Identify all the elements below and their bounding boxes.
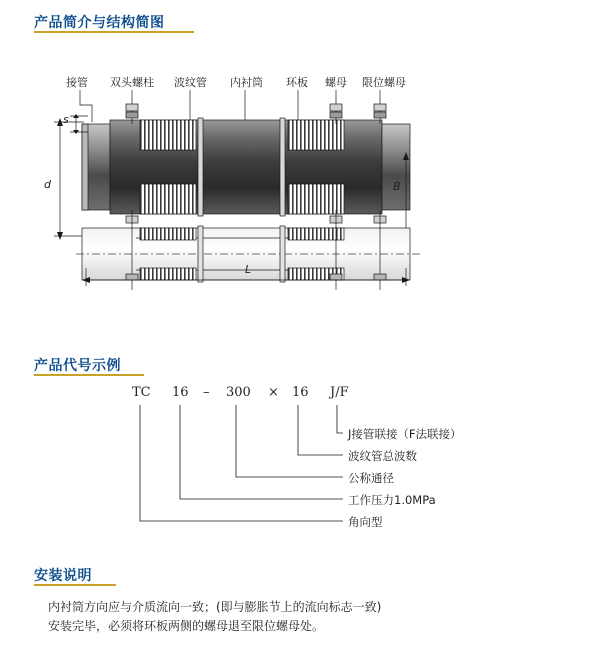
code-token-waves: 16 (292, 385, 309, 400)
code-desc-diameter: 公称通径 (348, 471, 394, 485)
heading-underline-install (34, 584, 116, 586)
callout-label-3: 波纹管 (174, 76, 207, 89)
callout-label-5: 环板 (286, 76, 308, 89)
code-token-times: × (268, 385, 279, 400)
callout-label-2: 双头螺柱 (110, 76, 154, 89)
section-heading-install: 安装说明 (34, 568, 92, 584)
code-token-pressure: 16 (172, 385, 189, 400)
code-token-type: TC (132, 385, 151, 400)
callout-label-6: 螺母 (325, 76, 347, 89)
dimension-label-s: s (63, 113, 69, 126)
dimension-label-d: d (44, 178, 51, 191)
code-token-diameter: 300 (226, 385, 251, 400)
heading-underline-code (34, 374, 144, 376)
code-desc-connection: J接管联接（F法联接） (348, 427, 462, 441)
dimension-label-L: L (245, 263, 252, 276)
code-desc-waves: 波纹管总波数 (348, 449, 417, 463)
code-token-connection: J/F (330, 385, 349, 400)
product-code-diagram (40, 385, 560, 545)
heading-underline-intro (34, 31, 194, 33)
note-line-2: 安装完毕，必须将环板两侧的螺母退至限位螺母处。 (48, 619, 325, 633)
note-line-1: 内衬筒方向应与介质流向一致；(即与膨胀节上的流向标志一致) (48, 600, 382, 614)
structure-drawing-svg (40, 60, 560, 290)
callout-label-1: 接管 (66, 76, 88, 89)
code-leader-lines (40, 385, 560, 545)
callout-label-4: 内衬筒 (230, 76, 263, 89)
section-heading-intro: 产品简介与结构简图 (34, 15, 165, 31)
structure-diagram (40, 60, 560, 290)
section-heading-code: 产品代号示例 (34, 358, 121, 374)
dimension-label-B: B (393, 180, 401, 193)
installation-notes (48, 598, 568, 636)
callout-label-7: 限位螺母 (362, 76, 406, 89)
code-token-dash: – (203, 385, 210, 400)
code-desc-pressure: 工作压力1.0MPa (348, 493, 436, 507)
code-desc-type: 角向型 (348, 515, 383, 529)
